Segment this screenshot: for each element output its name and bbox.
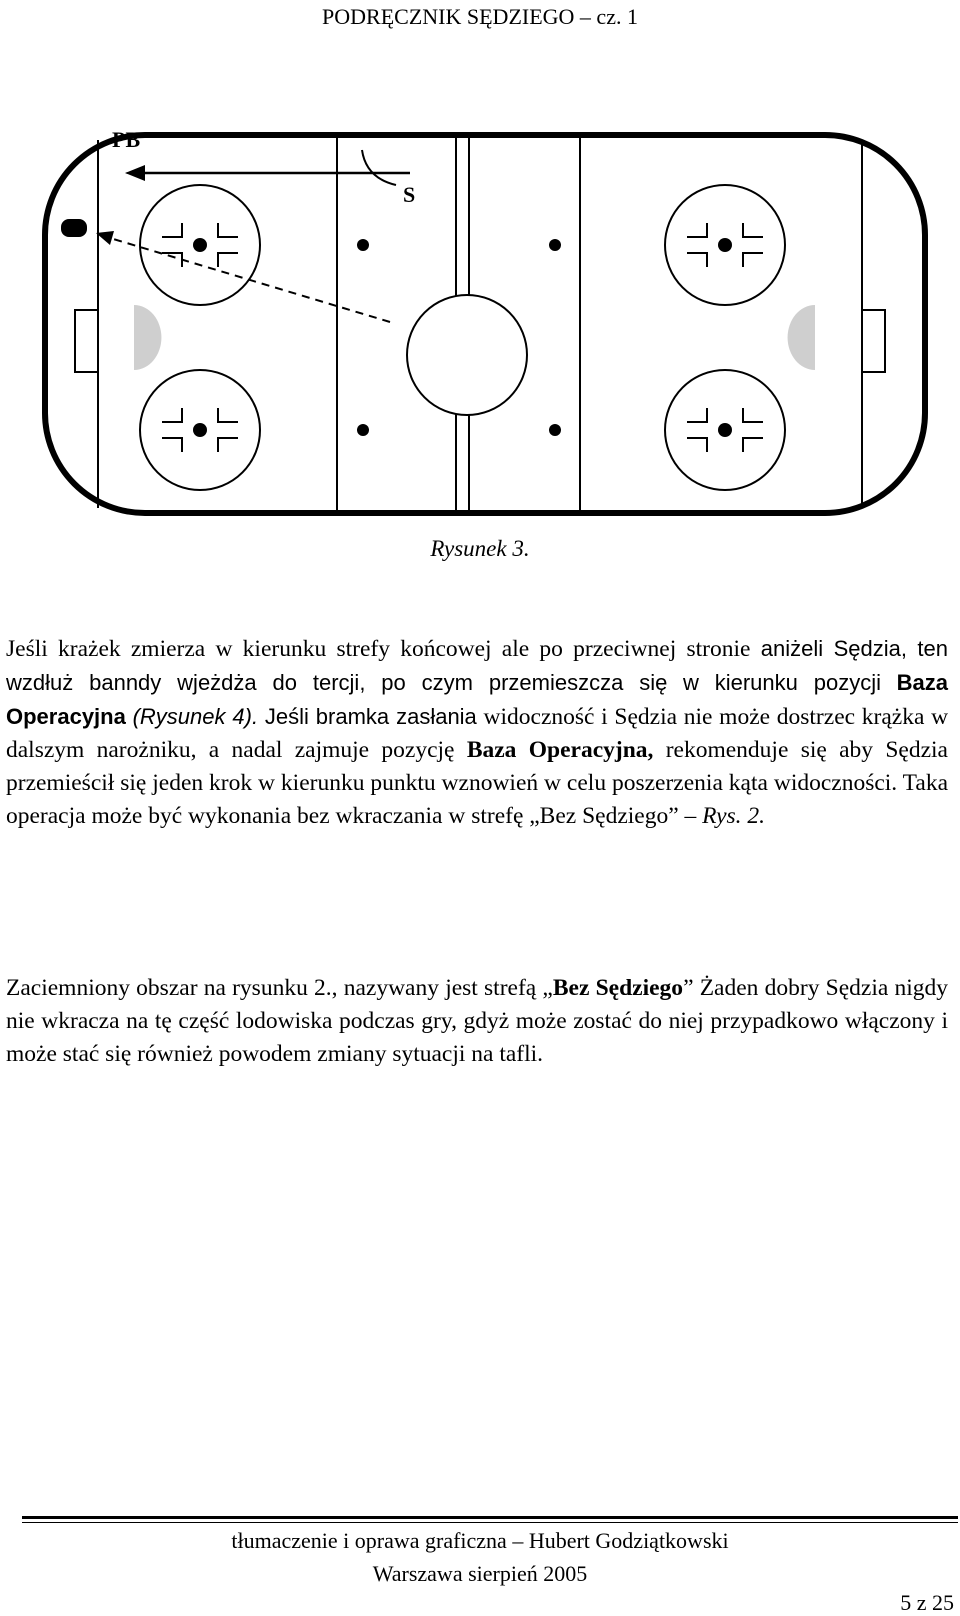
rink-diagram bbox=[0, 120, 960, 540]
footer-rule bbox=[22, 1516, 958, 1519]
label-pb: PB bbox=[112, 127, 141, 152]
paragraph-1: Jeśli krażek zmierza w kierunku strefy końcowej ale po przeciwnej stronie aniżeli Sędzia, ten wzdłuż banndy wjeżdża do tercji, po czym przemieszcza się w kierunku pozycji Baza Operacyjna (Rysunek 4). Jeśli bramka zasłania widoczność i Sędzia nie może dostrzec krążka w dalszym narożniku, a nadal zajmuje pozycję Baza Operacyjna, rekomenduje się aby Sędzia przemieścił się jeden krok w kierunku punktu wznowień w celu poszerzenia kąta widoczności. Taka operacja może być wykonania bez wkraczania w strefę „Bez Sędziego” – Rys. 2. bbox=[6, 636, 949, 829]
footer-credits: tłumaczenie i oprawa graficzna – Hubert Godziątkowski bbox=[231, 1528, 729, 1553]
footer-date: Warszawa sierpień 2005 bbox=[372, 1561, 588, 1586]
page-header: PODRĘCZNIK SĘDZIEGO – cz. 1 bbox=[322, 4, 638, 29]
figure-caption: Rysunek 3. bbox=[430, 536, 530, 561]
label-s: S bbox=[403, 182, 416, 207]
paragraph-2: Zaciemniony obszar na rysunku 2., nazywany jest strefą „Bez Sędziego” Żaden dobry Sędzia nigdy nie wkracza na tę część lodowiska podczas gry, gdyż może zostać do niej przypadkowo włączony i może stać się również powodem zmiany sytuacji na tafli. bbox=[6, 975, 949, 1067]
page-number: 5 z 25 bbox=[900, 1590, 954, 1615]
footer-rule-thin bbox=[22, 1522, 958, 1523]
